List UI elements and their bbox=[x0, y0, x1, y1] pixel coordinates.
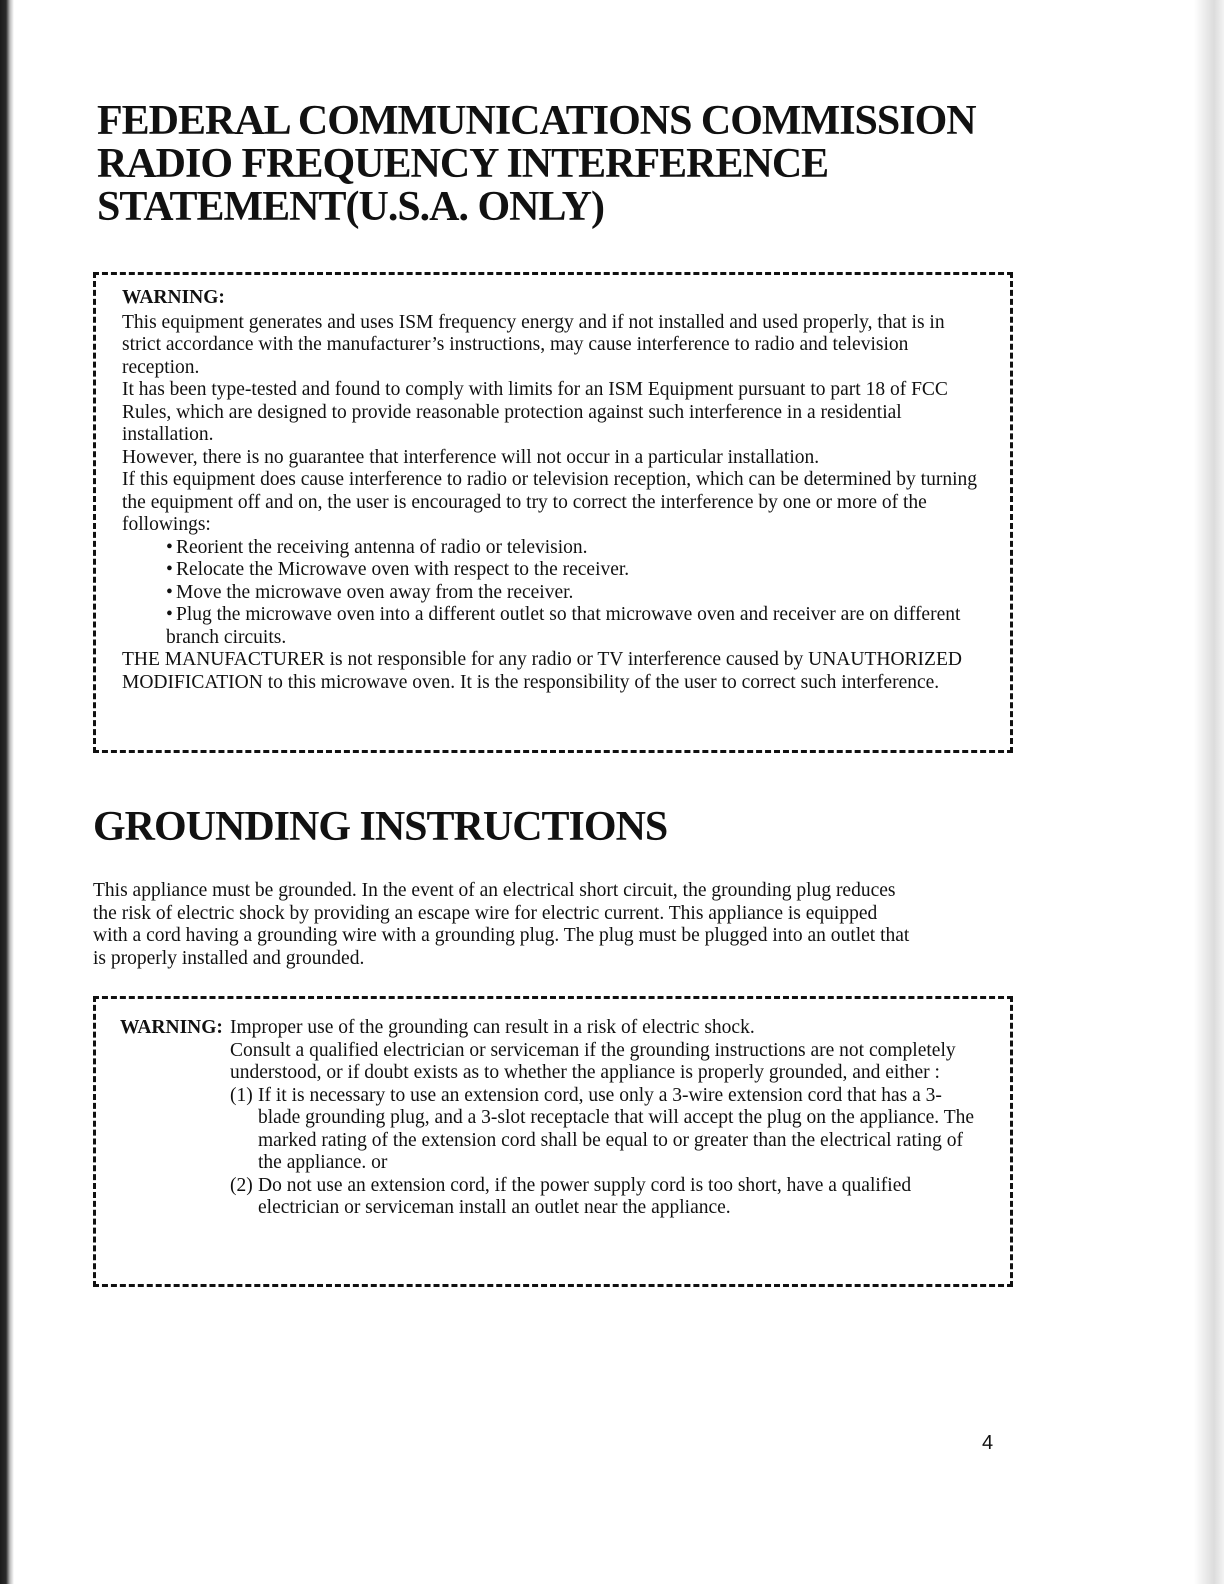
fcc-heading: FEDERAL COMMUNICATIONS COMMISSION RADIO FREQUENCY INTERFERENCE STATEMENT(U.S.A. ONLY) bbox=[97, 98, 976, 230]
list-item bbox=[166, 582, 980, 605]
fcc-paragraph: If this equipment does cause interference to radio or television reception, which can be determined by turning the equipment off and on, the user is encouraged to try to correct the interference by one or more of the followings: bbox=[122, 469, 977, 535]
grounding-numbered-list bbox=[230, 1085, 980, 1220]
fcc-paragraph: However, there is no guarantee that interference will not occur in a particular installation. bbox=[122, 446, 820, 468]
item-text: If it is necessary to use an extension cord, use only a 3-wire extension cord that has a 3-blade grounding plug, and a 3-slot receptacle that will accept the plug on the appliance. The marked rating of the extension cord shall be equal to or greater than the electrical rating of the appliance. or bbox=[258, 1084, 975, 1173]
grounding-warning-row bbox=[120, 1017, 980, 1040]
scan-edge-right bbox=[1114, 0, 1224, 1584]
list-item bbox=[166, 604, 980, 649]
page-number: 4 bbox=[982, 1432, 994, 1454]
fcc-paragraph: It has been type-tested and found to comply with limits for an ISM Equipment pursuant to part 18 of FCC Rules, which are designed to provide reasonable protection against such interference in a residential installation. bbox=[122, 379, 948, 445]
bullet-icon: • bbox=[166, 581, 173, 603]
fcc-warning-label: WARNING: bbox=[122, 287, 225, 308]
grounding-warning-label: WARNING: bbox=[120, 1017, 223, 1038]
grounding-warning-body: Consult a qualified electrician or serviceman if the grounding instructions are not completely understood, or if doubt exists as to whether the appliance is properly grounded, and either : bbox=[230, 1039, 956, 1083]
grounding-warning-first: Improper use of the grounding can result in a risk of electric shock. bbox=[230, 1017, 755, 1038]
bullet-icon: • bbox=[166, 536, 173, 558]
fcc-closing: THE MANUFACTURER is not responsible for any radio or TV interference caused by UNAUTHORIZED MODIFICATION to this microwave oven. It is the responsibility of the user to correct such interference. bbox=[122, 649, 962, 693]
bullet-text: Relocate the Microwave oven with respect to the receiver. bbox=[176, 559, 630, 580]
item-text: Do not use an extension cord, if the power supply cord is too short, have a qualified electrician or serviceman install an outlet near the appliance. bbox=[258, 1174, 912, 1218]
bullet-text: Plug the microwave oven into a different outlet so that microwave oven and receiver are on different branch circuits. bbox=[166, 604, 961, 648]
list-item bbox=[166, 537, 980, 560]
list-item bbox=[230, 1085, 980, 1175]
fcc-warning-box bbox=[93, 272, 1013, 753]
grounding-warning-box bbox=[93, 996, 1013, 1287]
list-item bbox=[230, 1175, 980, 1220]
item-number: (2) bbox=[230, 1174, 253, 1196]
bullet-icon: • bbox=[166, 604, 173, 625]
scan-edge-left bbox=[0, 0, 14, 1584]
grounding-intro: This appliance must be grounded. In the event of an electrical short circuit, the grounding plug reduces the risk of electric shock by providing an escape wire for electric current. This appliance is equipped with a cord having a grounding wire with a grounding plug. The plug must be plugged into an outlet that is properly installed and grounded. bbox=[93, 880, 910, 969]
item-number: (1) bbox=[230, 1084, 253, 1106]
fcc-bullet-list bbox=[122, 537, 980, 650]
bullet-text: Move the microwave oven away from the receiver. bbox=[176, 581, 574, 603]
bullet-text: Reorient the receiving antenna of radio or television. bbox=[176, 536, 588, 558]
grounding-warning-body-wrap bbox=[120, 1040, 980, 1220]
list-item bbox=[166, 559, 980, 582]
grounding-heading: GROUNDING INSTRUCTIONS bbox=[93, 804, 668, 850]
bullet-icon: • bbox=[166, 559, 173, 580]
fcc-paragraph: This equipment generates and uses ISM frequency energy and if not installed and used properly, that is in strict accordance with the manufacturer’s instructions, may cause interference to radio and television reception. bbox=[122, 311, 945, 378]
